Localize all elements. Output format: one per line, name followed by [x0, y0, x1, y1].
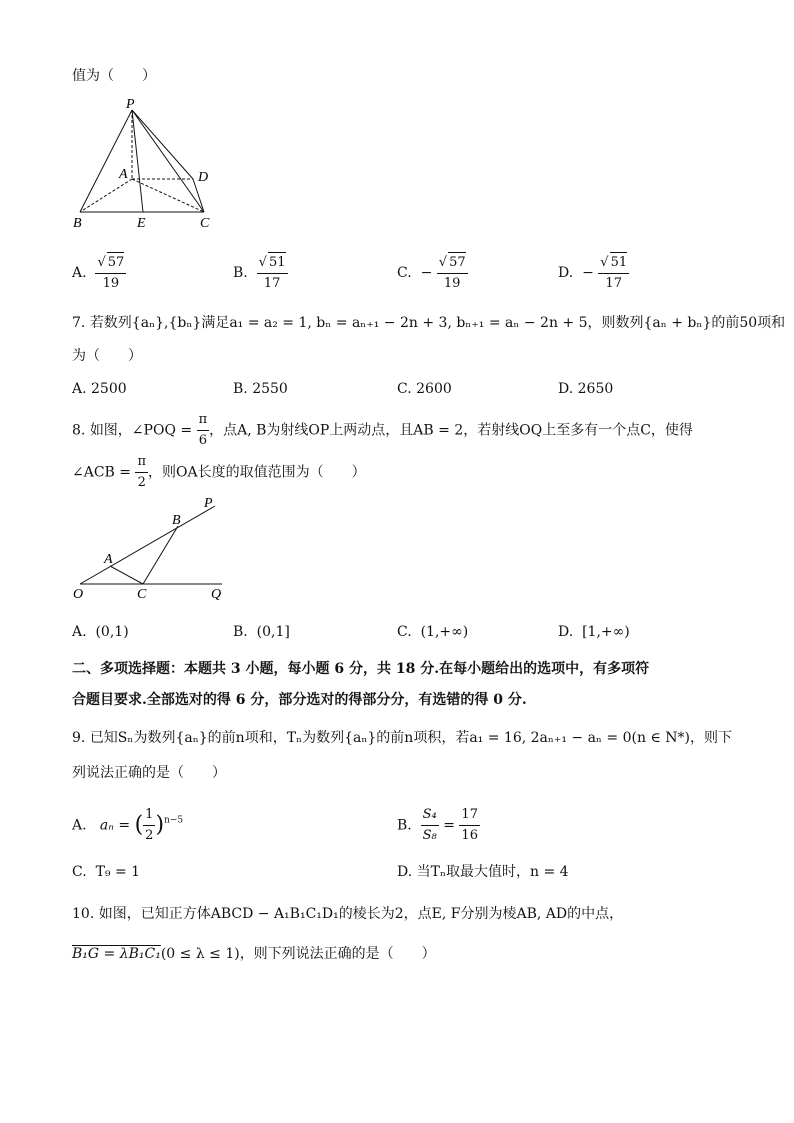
q7-stem-line1 — [72, 313, 785, 333]
q7-option-c: C. 2600 — [397, 381, 452, 397]
q8-label-a: A — [104, 552, 113, 567]
q7-option-a: A. 2500 — [72, 381, 127, 397]
q7-option-b: B. 2550 — [233, 381, 288, 397]
q6-label-p: P — [126, 97, 135, 112]
q7-stem-line2: 为（ ） — [72, 348, 142, 364]
q9-option-b: B. $\frac{\text{S₄}}{\text{S₈}}$ = $\frac{17}{16}$ — [397, 807, 478, 843]
option-label: A. — [72, 265, 87, 281]
q8-stem-line2: ∠ACB = $\frac{\pi}{2}$ ，则OA长度的取值范围为（ ） — [72, 454, 366, 490]
q6-option-c: C. − $\frac{√ 57}{19}$ — [397, 252, 468, 294]
q10-stem-line1 — [72, 904, 623, 924]
q9-stem-line1 — [72, 728, 732, 748]
option-label: C. — [397, 265, 412, 281]
q6-option-a: A. $\frac{√ 57}{19}$ — [72, 252, 126, 294]
q8-option-d: D. [1,+∞) — [558, 624, 630, 640]
q6-label-a: A — [119, 167, 128, 182]
q7-stem-text: 若数列{aₙ},{bₙ}满足a₁ = a₂ = 1, bₙ = aₙ₊₁ − 2n + 3, bₙ₊₁ = aₙ − 2n + 5，则数列{aₙ + bₙ}的前50项和 — [89, 315, 786, 331]
q6-label-d: D — [198, 170, 209, 185]
q7-option-d: D. 2650 — [558, 381, 614, 397]
q6-label-b: B — [73, 216, 82, 231]
q6-label-c: C — [200, 216, 210, 231]
q8-label-p: P — [204, 496, 213, 511]
question-number: 10. — [72, 906, 95, 922]
q8-option-c: C. (1,+∞) — [397, 624, 469, 640]
section2-heading-line2: 合题目要求.全部选对的得 6 分，部分选对的得部分分，有选错的得 0 分. — [72, 692, 527, 708]
question-number: 8. — [72, 422, 86, 439]
q6-pyramid-figure — [70, 96, 230, 232]
q6-option-b: B. $\frac{√ 51}{17}$ — [233, 252, 288, 294]
option-label: D. — [558, 265, 574, 281]
section2-heading-line1: 二、多项选择题：本题共 3 小题，每小题 6 分，共 18 分.在每小题给出的选项中，有多项符 — [72, 661, 650, 677]
q9-stem-text: 已知Sₙ为数列{aₙ}的前n项和，Tₙ为数列{aₙ}的前n项积，若a₁ = 16, 2aₙ₊₁ − aₙ = 0(n ∈ N*)，则下 — [89, 730, 732, 746]
q8-label-c: C — [137, 587, 147, 602]
q9-option-a: A. aₙ = ( $\frac{1}{2}$ )$^{n-5}$ — [72, 807, 184, 843]
q10-stem-text: 如图，已知正方体ABCD − A₁B₁C₁D₁的棱长为2，点E, F分别为棱AB, AD的中点， — [98, 906, 624, 922]
q9-stem-line2: 列说法正确的是（ ） — [72, 765, 226, 781]
q9-option-c: C. T₉ = 1 — [72, 864, 141, 880]
q6-label-e: E — [137, 216, 146, 231]
option-label: B. — [233, 265, 248, 281]
q8-option-b: B. (0,1] — [233, 624, 290, 640]
q8-label-o: O — [73, 587, 84, 602]
q8-stem-line1: 8. 如图，∠POQ = $\frac{\pi}{6}$ ，点A, B为射线OP上两动点，且AB = 2，若射线OQ上至多有一个点C，使得 — [72, 412, 693, 448]
q6-option-d: D. − $\frac{√ 51}{17}$ — [558, 252, 629, 294]
q10-stem-line2: B₁G = λB₁C₁(0 ≤ λ ≤ 1)，则下列说法正确的是（ ） — [72, 946, 436, 962]
q10-vector-expression: B₁G = λB₁C₁ — [72, 946, 161, 962]
q8-option-a: A. (0,1) — [72, 624, 129, 640]
q8-ray-figure — [70, 494, 240, 602]
q8-label-b: B — [172, 513, 181, 528]
question-number: 7. — [72, 315, 86, 331]
q9-option-d: D. 当Tₙ取最大值时，n = 4 — [397, 864, 569, 880]
q6-tail-text: 值为（ ） — [72, 68, 156, 84]
q8-label-q: Q — [211, 587, 222, 602]
question-number: 9. — [72, 730, 86, 746]
